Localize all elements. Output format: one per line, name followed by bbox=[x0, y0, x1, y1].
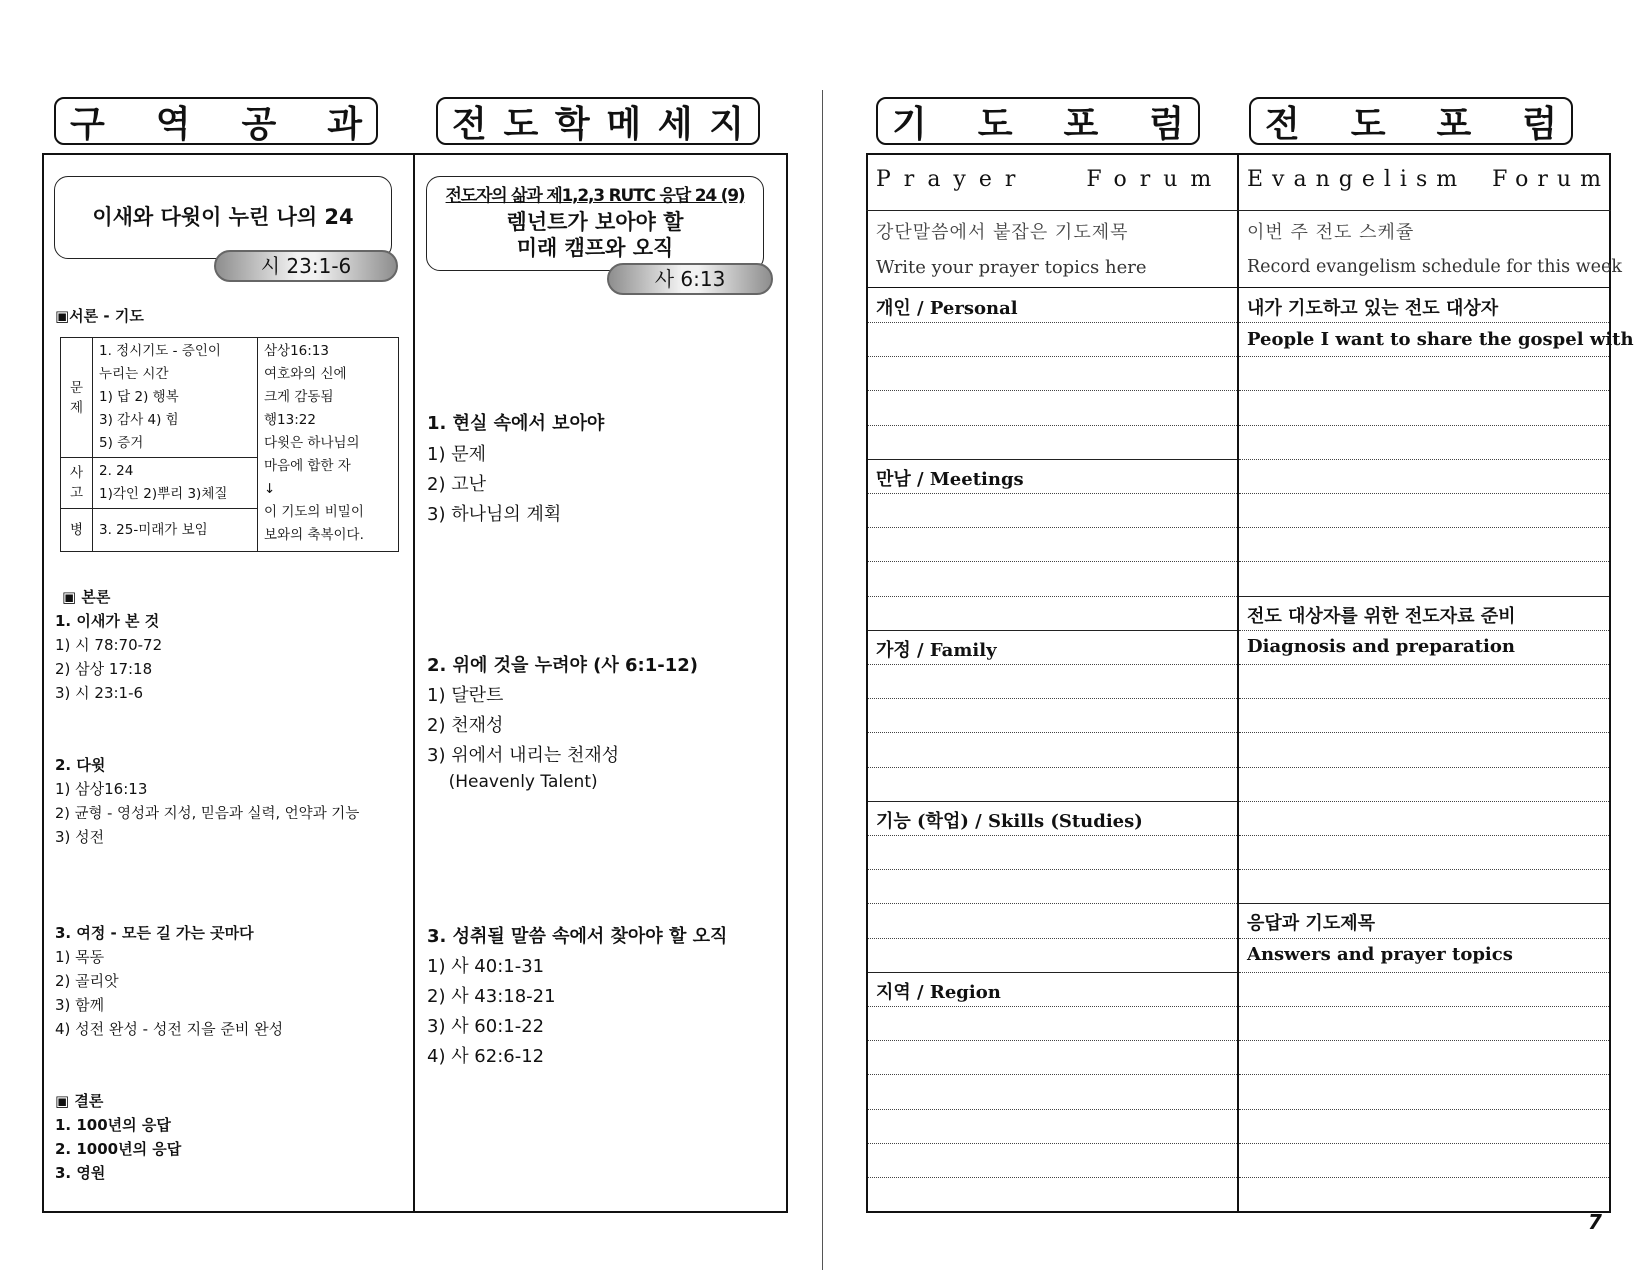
rule-line bbox=[868, 732, 1237, 733]
rule-line bbox=[868, 493, 1237, 494]
rule-line bbox=[868, 1006, 1237, 1007]
rule-line bbox=[1239, 596, 1609, 597]
rule-line bbox=[868, 835, 1237, 836]
list-item: 2) 균형 - 영성과 지성, 믿음과 실력, 언약과 기능 bbox=[55, 806, 360, 822]
header-char: 포 bbox=[1436, 103, 1472, 145]
rule-line bbox=[1239, 390, 1609, 391]
list-item: 1) 문제 bbox=[427, 444, 486, 465]
evangelism-section-label: People I want to share the gospel with bbox=[1247, 329, 1634, 350]
lesson-frame bbox=[42, 153, 788, 1213]
rule-line bbox=[1239, 972, 1609, 973]
header-char: 지 bbox=[709, 103, 744, 145]
rule-line bbox=[868, 1177, 1237, 1178]
rule-line bbox=[1239, 1143, 1609, 1144]
rule-line bbox=[868, 561, 1237, 562]
evangelism-section-label: 내가 기도하고 있는 전도 대상자 bbox=[1247, 298, 1499, 319]
list-item: 4) 성전 완성 - 성전 지을 준비 완성 bbox=[55, 1020, 284, 1038]
lesson-title-box bbox=[54, 176, 392, 259]
header-evangelism-message bbox=[436, 97, 760, 145]
rule-line bbox=[866, 210, 1611, 211]
conclusion-heading: ▣ 결론 bbox=[55, 1092, 104, 1110]
message-verse-pill bbox=[607, 263, 773, 295]
intro-table bbox=[60, 337, 399, 552]
page-number: 7 bbox=[1588, 1210, 1602, 1234]
point-title: 1. 현실 속에서 보아야 bbox=[427, 413, 605, 434]
rule-line bbox=[868, 664, 1237, 665]
rule-line bbox=[1239, 561, 1609, 562]
message-subtitle: 전도자의 삶과 제1,2,3 RUTC 응답 24 (9) bbox=[445, 186, 745, 206]
header-char: 과 bbox=[327, 103, 362, 145]
rule-line bbox=[868, 1109, 1237, 1110]
section-title: 2. 다윗 bbox=[55, 756, 106, 774]
list-item: 3) 시 23:1-6 bbox=[55, 684, 144, 702]
list-item: 1) 사 40:1-31 bbox=[427, 956, 545, 977]
table-cell bbox=[93, 458, 258, 509]
message-title-line: 렘넌트가 보아야 할 bbox=[506, 210, 684, 234]
header-char: 전 bbox=[452, 103, 487, 145]
rule-line bbox=[868, 1074, 1237, 1075]
intro-heading: ▣서론 - 기도 bbox=[55, 307, 144, 325]
list-item: 1) 삼상16:13 bbox=[55, 780, 148, 798]
rule-line bbox=[1239, 356, 1609, 357]
rule-line bbox=[1239, 732, 1609, 733]
list-item: 3) 하나님의 계획 bbox=[427, 504, 562, 525]
rule-line bbox=[868, 698, 1237, 699]
lesson-title: 이새와 다윗이 누린 나의 24 bbox=[92, 205, 354, 229]
prayer-forum-subtitle-ko: 강단말씀에서 붙잡은 기도제목 bbox=[876, 222, 1129, 243]
prayer-section-label: 개인 / Personal bbox=[876, 298, 1018, 319]
table-cell-text: 삼상16:13 여호와의 신에 크게 감동됨 행13:22 다윗은 하나님의 마음에 합한 자 ↓ 이 기도의 비밀이 보와의 축복이다. bbox=[264, 343, 364, 543]
header-char: 럼 bbox=[1522, 103, 1557, 145]
evangelism-forum-heading: Evangelism Forum bbox=[1247, 167, 1610, 192]
rule-line bbox=[868, 527, 1237, 528]
list-item: 3) 위에서 내리는 천재성 bbox=[427, 745, 620, 766]
table-cell-text: 2. 24 1)각인 2)뿌리 3)체질 bbox=[99, 463, 228, 502]
list-item: 2) 골리앗 bbox=[55, 972, 119, 990]
list-item: 2) 삼상 17:18 bbox=[55, 660, 153, 678]
list-item: 2. 1000년의 응답 bbox=[55, 1140, 182, 1158]
evangelism-section-label: Answers and prayer topics bbox=[1247, 944, 1513, 965]
rule-line bbox=[1239, 664, 1609, 665]
rule-line bbox=[868, 903, 1237, 904]
lesson-verse-pill bbox=[214, 250, 398, 282]
point-title: 3. 성취될 말씀 속에서 찾아야 할 오직 bbox=[427, 926, 728, 947]
prayer-section-label: 지역 / Region bbox=[876, 982, 1001, 1003]
rule-line bbox=[1239, 459, 1609, 460]
rule-line bbox=[868, 459, 1237, 460]
evangelism-section-label: 응답과 기도제목 bbox=[1247, 913, 1375, 934]
header-char: 도 bbox=[1350, 103, 1386, 145]
rule-line bbox=[868, 972, 1237, 973]
forum-column-divider bbox=[1237, 153, 1239, 1213]
rule-line bbox=[868, 767, 1237, 768]
message-verse: 사 6:13 bbox=[654, 267, 726, 291]
rule-line bbox=[1239, 903, 1609, 904]
rule-line bbox=[868, 869, 1237, 870]
rule-line bbox=[1239, 630, 1609, 631]
rule-line bbox=[1239, 493, 1609, 494]
rule-line bbox=[868, 425, 1237, 426]
rule-line bbox=[1239, 835, 1609, 836]
table-cell-text: 3. 25-미래가 보임 bbox=[99, 521, 208, 538]
list-item: 3. 영원 bbox=[55, 1164, 106, 1182]
evangelism-section-label: Diagnosis and preparation bbox=[1247, 636, 1515, 657]
message-title-line: 미래 캠프와 오직 bbox=[516, 236, 674, 260]
rule-line bbox=[868, 938, 1237, 939]
list-item: 2) 천재성 bbox=[427, 715, 504, 736]
table-label-text: 사 고 bbox=[69, 465, 84, 501]
header-char: 구 bbox=[70, 103, 105, 145]
header-evangelism-forum bbox=[1249, 97, 1573, 145]
header-char: 도 bbox=[503, 103, 539, 145]
prayer-section-label: 만남 / Meetings bbox=[876, 469, 1024, 490]
rule-line bbox=[868, 390, 1237, 391]
list-item: 3) 사 60:1-22 bbox=[427, 1016, 545, 1037]
rule-line bbox=[868, 630, 1237, 631]
evangelism-section-label: 전도 대상자를 위한 전도자료 준비 bbox=[1247, 606, 1516, 627]
rule-line bbox=[1239, 1177, 1609, 1178]
header-char: 공 bbox=[241, 103, 277, 145]
list-item: (Heavenly Talent) bbox=[427, 772, 598, 792]
rule-line bbox=[1239, 1040, 1609, 1041]
page-spine bbox=[822, 90, 823, 1270]
prayer-forum-heading: Prayer Forum bbox=[876, 167, 1225, 192]
header-char: 전 bbox=[1265, 103, 1300, 145]
table-label-text: 문 제 bbox=[69, 379, 84, 416]
rule-line bbox=[866, 287, 1611, 288]
prayer-section-label: 가정 / Family bbox=[876, 640, 997, 661]
rule-line bbox=[1239, 869, 1609, 870]
rule-line bbox=[1239, 801, 1609, 802]
list-item: 1) 목동 bbox=[55, 948, 105, 966]
lesson-verse: 시 23:1-6 bbox=[260, 254, 352, 278]
message-title-box bbox=[426, 176, 764, 271]
list-item: 4) 사 62:6-12 bbox=[427, 1046, 545, 1067]
header-char: 럼 bbox=[1149, 103, 1184, 145]
rule-line bbox=[868, 1143, 1237, 1144]
table-label-problem bbox=[61, 338, 93, 458]
rule-line bbox=[1239, 425, 1609, 426]
rule-line bbox=[1239, 698, 1609, 699]
prayer-forum-subtitle-en: Write your prayer topics here bbox=[876, 257, 1147, 278]
rule-line bbox=[868, 801, 1237, 802]
table-cell bbox=[93, 509, 258, 552]
rule-line bbox=[868, 322, 1237, 323]
table-cell-right bbox=[258, 338, 399, 552]
header-char: 도 bbox=[977, 103, 1013, 145]
section-title: 1. 이새가 본 것 bbox=[55, 612, 160, 630]
table-cell-text: 1. 정시기도 - 증인이 누리는 시간 1) 답 2) 행복 3) 감사 4) 힘 5) 증거 bbox=[99, 343, 221, 451]
header-char: 기 bbox=[892, 103, 927, 145]
table-label-illness bbox=[61, 509, 93, 552]
header-char: 포 bbox=[1063, 103, 1099, 145]
header-district-lesson bbox=[54, 97, 378, 145]
rule-line bbox=[868, 1040, 1237, 1041]
section-title: 3. 여정 - 모든 길 가는 곳마다 bbox=[55, 924, 254, 942]
rule-line bbox=[1239, 1074, 1609, 1075]
point-title: 2. 위에 것을 누려야 (사 6:1-12) bbox=[427, 655, 699, 676]
header-char: 학 bbox=[554, 103, 590, 145]
rule-line bbox=[1239, 527, 1609, 528]
list-item: 2) 고난 bbox=[427, 474, 486, 495]
column-divider bbox=[413, 153, 415, 1213]
table-label-thought bbox=[61, 458, 93, 509]
evangelism-forum-subtitle-en: Record evangelism schedule for this week bbox=[1247, 257, 1622, 277]
header-prayer-forum bbox=[876, 97, 1200, 145]
rule-line bbox=[1239, 938, 1609, 939]
rule-line bbox=[1239, 1006, 1609, 1007]
rule-line bbox=[1239, 767, 1609, 768]
list-item: 3) 함께 bbox=[55, 996, 105, 1014]
list-item: 2) 사 43:18-21 bbox=[427, 986, 556, 1007]
rule-line bbox=[1239, 1109, 1609, 1110]
body-heading: ▣ 본론 bbox=[62, 588, 111, 606]
table-label-text: 병 bbox=[69, 522, 84, 538]
rule-line bbox=[868, 596, 1237, 597]
rule-line bbox=[1239, 322, 1609, 323]
list-item: 3) 성전 bbox=[55, 828, 105, 846]
list-item: 1) 시 78:70-72 bbox=[55, 636, 163, 654]
list-item: 1) 달란트 bbox=[427, 685, 504, 706]
table-cell bbox=[93, 338, 258, 458]
header-char: 세 bbox=[657, 103, 693, 145]
header-char: 메 bbox=[606, 103, 642, 145]
rule-line bbox=[868, 356, 1237, 357]
prayer-section-label: 기능 (학업) / Skills (Studies) bbox=[876, 811, 1143, 832]
header-char: 역 bbox=[155, 103, 191, 145]
list-item: 1. 100년의 응답 bbox=[55, 1116, 171, 1134]
evangelism-forum-subtitle-ko: 이번 주 전도 스케쥴 bbox=[1247, 222, 1415, 243]
